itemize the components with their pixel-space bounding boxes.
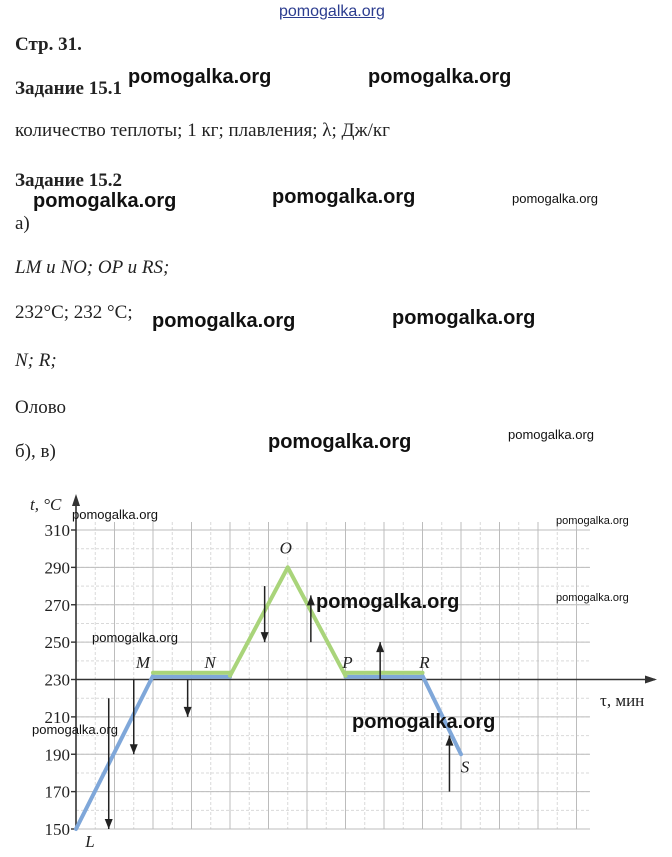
temperature-time-chart (0, 480, 672, 857)
point-label-N: N (204, 652, 216, 672)
watermark: pomogalka.org (272, 186, 416, 208)
heat-flow-arrowhead (261, 632, 269, 642)
watermark: pomogalka.org (508, 427, 594, 442)
series-line (230, 567, 288, 675)
point-label-L: L (85, 832, 95, 851)
y-tick-label: 190 (44, 745, 70, 765)
answer-line-2: 232°С; 232 °С; (15, 302, 133, 323)
chart-ticks (45, 521, 77, 839)
heat-flow-arrowhead (184, 707, 192, 717)
heat-flow-arrowhead (307, 595, 315, 605)
watermark: pomogalka.org (368, 66, 512, 88)
chart-arrows (105, 586, 454, 829)
point-label-M: M (135, 652, 151, 672)
series-line (288, 567, 346, 675)
watermark: pomogalka.org (352, 711, 496, 733)
point-label-S: S (460, 757, 470, 777)
answer-line-3: N; R; (15, 350, 57, 371)
heat-flow-arrowhead (130, 744, 138, 754)
watermark: pomogalka.org (316, 591, 460, 613)
watermark: pomogalka.org (152, 310, 296, 332)
y-tick-label: 270 (44, 595, 70, 615)
point-label-R: R (419, 652, 430, 672)
y-tick-label: 230 (44, 670, 70, 690)
site-link[interactable]: pomogalka.org (279, 3, 385, 20)
x-axis-arrowhead (645, 676, 657, 684)
point-label-O: O (279, 538, 292, 558)
y-tick-label: 210 (44, 707, 70, 727)
x-axis-label: τ, мин (600, 691, 645, 710)
watermark: pomogalka.org (128, 66, 272, 88)
watermark: pomogalka.org (33, 190, 177, 212)
part-a-label: а) (15, 213, 30, 234)
watermark: pomogalka.org (392, 307, 536, 329)
watermark: pomogalka.org (268, 431, 412, 453)
watermark: pomogalka.org (512, 191, 598, 206)
watermark: pomogalka.org (556, 592, 629, 604)
heat-flow-arrowhead (105, 819, 113, 829)
y-tick-label: 250 (44, 633, 70, 653)
task-15-2-title: Задание 15.2 (15, 170, 122, 191)
task-15-1-title: Задание 15.1 (15, 78, 122, 99)
y-tick-label: 170 (44, 782, 70, 802)
y-tick-label: 150 (44, 820, 70, 839)
y-axis-label: t, °C (30, 495, 62, 514)
point-label-P: P (342, 652, 353, 672)
y-axis-arrowhead (72, 494, 80, 506)
watermark: pomogalka.org (92, 630, 178, 645)
watermark: pomogalka.org (32, 722, 118, 737)
page-label: Стр. 31. (15, 34, 82, 55)
task-15-1-answer: количество теплоты; 1 кг; плавления; λ; Дж/кг (15, 120, 390, 141)
y-tick-label: 310 (44, 521, 70, 540)
heat-flow-arrowhead (376, 642, 384, 652)
part-bc-label: б), в) (15, 441, 56, 462)
watermark: pomogalka.org (72, 507, 158, 522)
watermark: pomogalka.org (556, 515, 629, 527)
answer-line-4: Олово (15, 397, 67, 418)
y-tick-label: 290 (44, 558, 70, 578)
answer-line-1: LM и NO; OP и RS; (15, 257, 170, 278)
